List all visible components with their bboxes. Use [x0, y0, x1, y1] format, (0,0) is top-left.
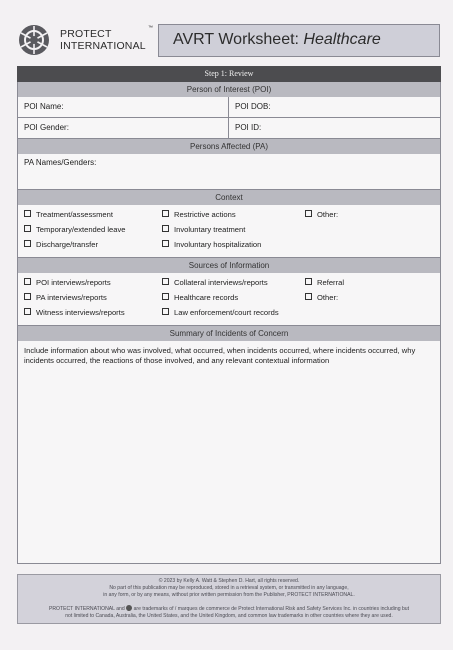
sources-checkbox-poi-interviews[interactable]	[24, 278, 111, 288]
checkbox-label: Temporary/extended leave	[36, 225, 126, 234]
checkbox-label: Collateral interviews/reports	[174, 278, 268, 287]
poi-name-field[interactable]: POI Name:	[18, 97, 229, 117]
title-box	[158, 24, 440, 57]
checkbox-icon	[162, 278, 169, 285]
sources-checkbox-other[interactable]	[305, 293, 338, 303]
footer-line-4a: PROTECT INTERNATIONAL and	[48, 605, 125, 612]
step-label: Step 1: Review	[17, 66, 441, 82]
pa-names-label: PA Names/Genders:	[24, 158, 97, 167]
sources-checkbox-healthcare-records[interactable]	[162, 293, 238, 303]
context-section-header: Context	[17, 190, 441, 205]
checkbox-icon	[162, 210, 169, 217]
checkbox-icon	[24, 210, 31, 217]
brand-line-1: PROTECT	[60, 28, 112, 40]
summary-section-header: Summary of Incidents of Concern	[17, 326, 441, 341]
checkbox-icon	[24, 240, 31, 247]
summary-instructions: Include information about who was involved, what occurred, when incidents occurred, where incidents occurred, why incidents occurred, the reactions of those involved, and any relevant contextual information	[24, 346, 416, 365]
footer-line-2: No part of this publication may be reproduced, stored in a retrieval system, or transmitted in any language,	[109, 585, 349, 592]
checkbox-icon	[24, 293, 31, 300]
context-options	[17, 205, 441, 258]
review-form	[17, 66, 441, 564]
poi-id-field[interactable]: POI ID:	[235, 123, 262, 132]
sources-checkbox-law-enforcement-records[interactable]	[162, 308, 279, 318]
poi-section-header: Person of Interest (POI)	[17, 82, 441, 97]
checkbox-label: POI interviews/reports	[36, 278, 111, 287]
checkbox-icon	[162, 225, 169, 232]
pa-names-field[interactable]	[17, 154, 441, 190]
context-checkbox-temporary-leave[interactable]	[24, 225, 126, 235]
checkbox-icon	[305, 293, 312, 300]
mini-logo-icon	[126, 605, 132, 611]
summary-field[interactable]	[17, 341, 441, 564]
footer-line-4	[18, 605, 440, 613]
context-checkbox-restrictive-actions[interactable]	[162, 210, 236, 220]
footer-line-4b: are trademarks of / marques de commerce de Protect International Risk and Safety Services Inc. in countries including but	[133, 605, 410, 612]
poi-row-1	[17, 97, 441, 118]
checkbox-label: Other:	[317, 293, 339, 302]
checkbox-label: Law enforcement/court records	[174, 308, 279, 317]
checkbox-icon	[305, 278, 312, 285]
copyright-footer	[17, 574, 441, 624]
checkbox-icon	[162, 240, 169, 247]
poi-row-2	[17, 118, 441, 139]
checkbox-icon	[24, 225, 31, 232]
context-checkbox-discharge-transfer[interactable]	[24, 240, 98, 250]
footer-line-3: in any form, or by any means, without prior written permission from the Publisher, PROTECT INTERNATIONAL.	[103, 592, 355, 599]
sources-options	[17, 273, 441, 326]
sources-checkbox-witness-interviews[interactable]	[24, 308, 125, 318]
context-checkbox-involuntary-hospitalization[interactable]	[162, 240, 261, 250]
sources-checkbox-referral[interactable]	[305, 278, 344, 288]
brand-name	[60, 25, 154, 52]
checkbox-icon	[162, 308, 169, 315]
sources-checkbox-collateral-interviews[interactable]	[162, 278, 268, 288]
checkbox-label: PA interviews/reports	[36, 293, 107, 302]
sources-section-header: Sources of Information	[17, 258, 441, 273]
context-checkbox-treatment-assessment[interactable]	[24, 210, 113, 220]
context-checkbox-involuntary-treatment[interactable]	[162, 225, 245, 235]
checkbox-icon	[162, 293, 169, 300]
title-italic: Healthcare	[303, 31, 381, 48]
checkbox-icon	[24, 278, 31, 285]
checkbox-label: Treatment/assessment	[36, 210, 113, 219]
checkbox-label: Witness interviews/reports	[36, 308, 125, 317]
checkbox-label: Referral	[317, 278, 345, 287]
checkbox-label: Restrictive actions	[174, 210, 236, 219]
checkbox-icon	[24, 308, 31, 315]
protect-international-logo-icon	[18, 24, 50, 56]
footer-line-1: © 2023 by Kelly A. Watt & Stephen D. Hart, all rights reserved.	[158, 578, 300, 584]
pa-section-header: Persons Affected (PA)	[17, 139, 441, 154]
trademark-symbol: ™	[148, 25, 154, 31]
checkbox-icon	[305, 210, 312, 217]
checkbox-label: Involuntary treatment	[174, 225, 246, 234]
context-checkbox-other[interactable]	[305, 210, 338, 220]
page-title	[173, 31, 381, 49]
footer-line-5: not limited to Canada, Australia, the United States, and the United Kingdom, and common law trademarks in other countries where they are used.	[65, 612, 393, 619]
checkbox-label: Other:	[317, 210, 339, 219]
checkbox-label: Healthcare records	[174, 293, 239, 302]
poi-dob-field[interactable]: POI DOB:	[235, 102, 271, 111]
checkbox-label: Involuntary hospitalization	[174, 240, 262, 249]
title-prefix: AVRT Worksheet:	[173, 31, 304, 48]
checkbox-label: Discharge/transfer	[36, 240, 99, 249]
poi-gender-field[interactable]: POI Gender:	[18, 118, 229, 138]
sources-checkbox-pa-interviews[interactable]	[24, 293, 107, 303]
brand-line-2: INTERNATIONAL	[60, 40, 146, 52]
